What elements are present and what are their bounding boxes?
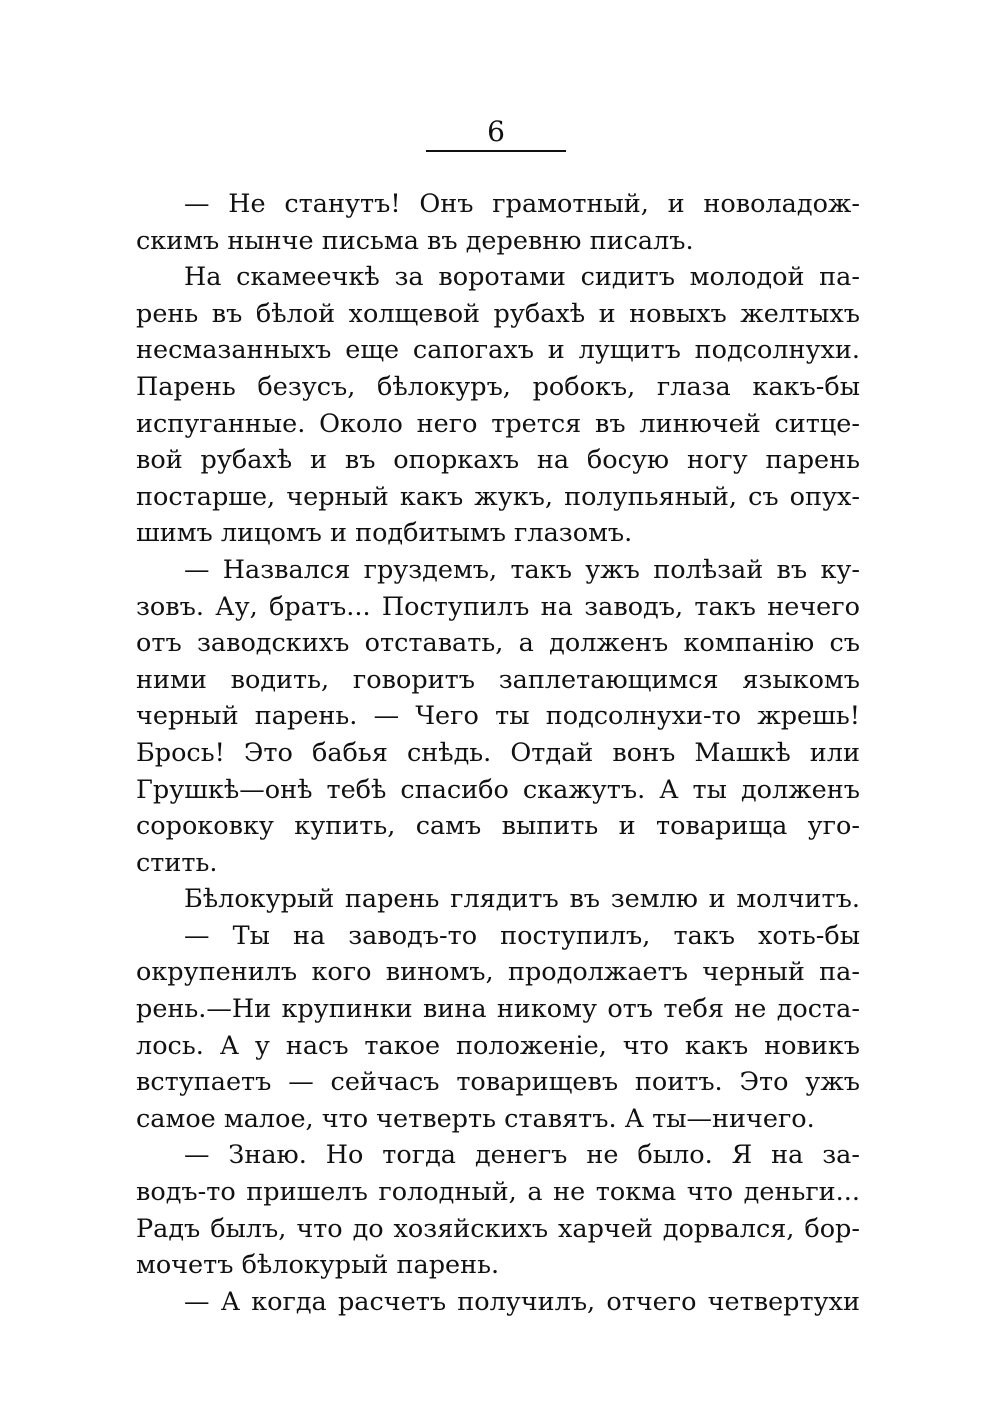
body-text bbox=[136, 186, 860, 1320]
text-line: ними водить, говоритъ заплетающимся языкомъ bbox=[136, 664, 860, 695]
text-line: испуганные. Около него трется въ линючей ситце- bbox=[136, 408, 860, 439]
text-line: постарше, черный какъ жукъ, полупьяный, съ опух- bbox=[136, 481, 860, 512]
text-line: окрупенилъ кого виномъ, продолжаетъ черный па- bbox=[136, 957, 860, 988]
text-line: Брось! Это бабья снѣдь. Отдай вонъ Машкѣ или bbox=[136, 737, 860, 768]
text-line: вой рубахѣ и въ опоркахъ на босую ногу парень bbox=[136, 445, 860, 476]
text-line: отъ заводскихъ отставать, а долженъ компанію съ bbox=[136, 628, 860, 659]
header-rule bbox=[426, 150, 566, 152]
text-line: скимъ нынче письма въ деревню писалъ. bbox=[136, 225, 694, 256]
page-number: 6 bbox=[487, 115, 505, 148]
text-line: Бѣлокурый парень глядитъ въ землю и молчитъ. bbox=[184, 884, 860, 915]
text-line: зовъ. Ау, братъ... Поступилъ на заводъ, такъ нечего bbox=[136, 591, 860, 622]
text-line: — А когда расчетъ получилъ, отчего четвертухи bbox=[184, 1286, 860, 1317]
text-line: — Назвался груздемъ, такъ ужъ полѣзай въ ку- bbox=[184, 554, 860, 585]
text-line: стить. bbox=[136, 847, 218, 878]
text-line: — Знаю. Но тогда денегъ не было. Я на за- bbox=[184, 1140, 860, 1171]
text-line: — Ты на заводъ-то поступилъ, такъ хоть-бы bbox=[184, 920, 860, 951]
text-line: вступаетъ — сейчасъ товарищевъ поитъ. Это ужъ bbox=[136, 1067, 860, 1098]
text-line: мочетъ бѣлокурый парень. bbox=[136, 1250, 500, 1281]
text-line: рень.—Ни крупинки вина никому отъ тебя не доста- bbox=[136, 994, 860, 1025]
text-line: — Не станутъ! Онъ грамотный, и новоладож- bbox=[184, 189, 860, 219]
text-line: Грушкѣ—онѣ тебѣ спасибо скажутъ. А ты долженъ bbox=[136, 774, 860, 805]
text-line: сороковку купить, самъ выпить и товарища уго- bbox=[136, 811, 860, 842]
text-line: Радъ былъ, что до хозяйскихъ харчей дорвался, бор- bbox=[136, 1213, 860, 1244]
text-line: Парень безусъ, бѣлокуръ, робокъ, глаза какъ-бы bbox=[136, 371, 860, 402]
text-line: водъ-то пришелъ голодный, а не токма что деньги... bbox=[136, 1177, 860, 1208]
text-line: несмазанныхъ еще сапогахъ и лущитъ подсолнухи. bbox=[136, 335, 860, 366]
text-line: черный парень. — Чего ты подсолнухи-то жрешь! bbox=[136, 701, 860, 732]
text-line: шимъ лицомъ и подбитымъ глазомъ. bbox=[136, 518, 633, 549]
text-line: лось. А у насъ такое положеніе, что какъ новикъ bbox=[136, 1030, 860, 1061]
text-line: рень въ бѣлой холщевой рубахѣ и новыхъ желтыхъ bbox=[136, 298, 860, 329]
text-line: На скамеечкѣ за воротами сидитъ молодой па- bbox=[184, 262, 860, 293]
text-line: самое малое, что четверть ставятъ. А ты—ничего. bbox=[136, 1103, 815, 1134]
